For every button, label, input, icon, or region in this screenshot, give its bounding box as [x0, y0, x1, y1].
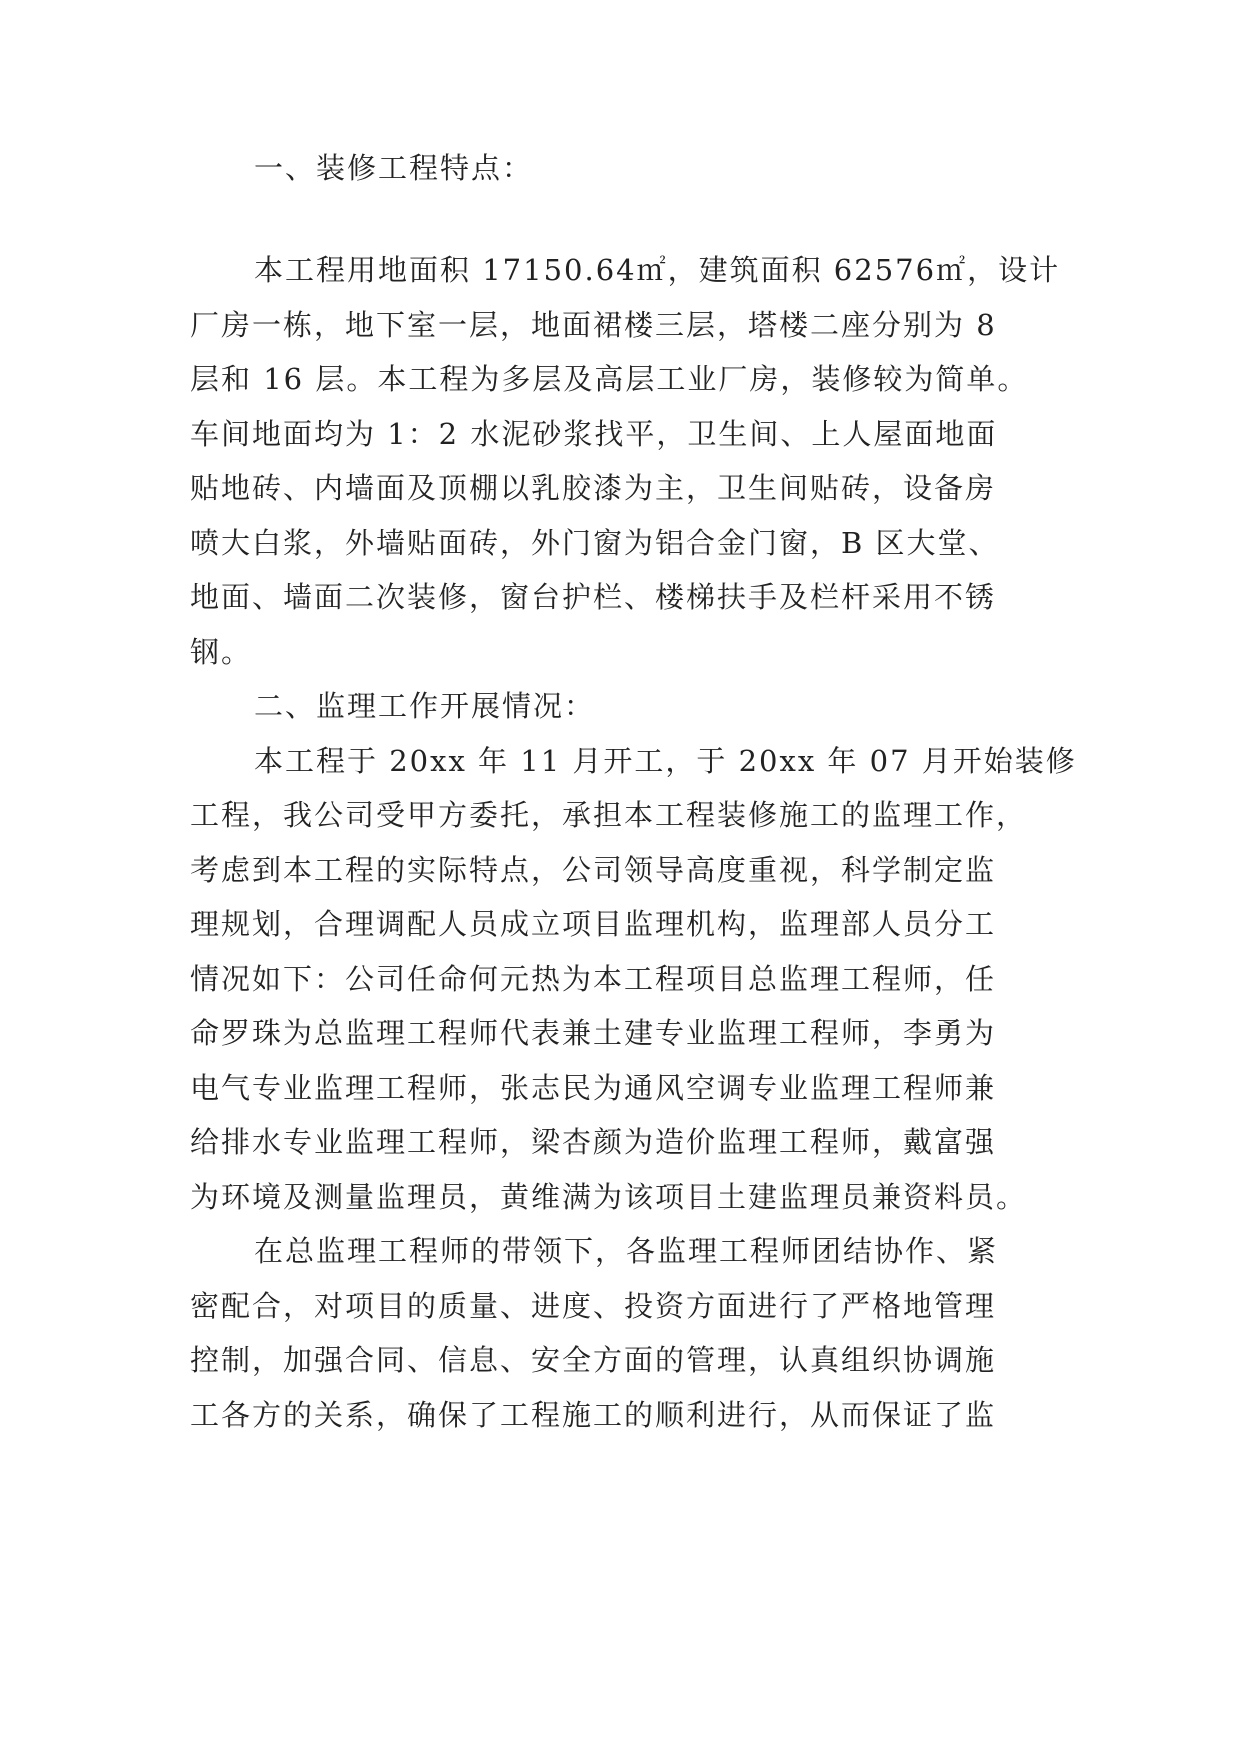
- paragraph-line: 电气专业监理工程师，张志民为通风空调专业监理工程师兼: [190, 1071, 997, 1105]
- paragraph-line: 工各方的关系，确保了工程施工的顺利进行，从而保证了监: [190, 1398, 997, 1432]
- paragraph-line: 工程，我公司受甲方委托，承担本工程装修施工的监理工作，: [190, 798, 1028, 832]
- paragraph-line: 控制，加强合同、信息、安全方面的管理，认真组织协调施: [190, 1343, 997, 1377]
- paragraph-line: 地面、墙面二次装修，窗台护栏、楼梯扶手及栏杆采用不锈: [190, 580, 997, 614]
- paragraph-line: 理规划，合理调配人员成立项目监理机构，监理部人员分工: [190, 907, 997, 941]
- paragraph-line: 命罗珠为总监理工程师代表兼土建专业监理工程师，李勇为: [190, 1016, 997, 1050]
- paragraph-line: 本工程于 20xx 年 11 月开工，于 20xx 年 07 月开始装修: [254, 744, 1077, 778]
- paragraph-line: 情况如下：公司任命何元热为本工程项目总监理工程师，任: [190, 962, 997, 996]
- section-heading-2: 二、监理工作开展情况：: [254, 689, 596, 723]
- paragraph-line: 给排水专业监理工程师，梁杏颜为造价监理工程师，戴富强: [190, 1125, 997, 1159]
- paragraph-line: 考虑到本工程的实际特点，公司领导高度重视，科学制定监: [190, 853, 997, 887]
- paragraph-line: 为环境及测量监理员，黄维满为该项目土建监理员兼资料员。: [190, 1180, 1028, 1214]
- paragraph-line: 喷大白浆，外墙贴面砖，外门窗为铝合金门窗，B 区大堂、: [190, 526, 1000, 560]
- paragraph-line: 层和 16 层。本工程为多层及高层工业厂房，装修较为简单。: [190, 362, 1029, 396]
- paragraph-line: 本工程用地面积 17150.64㎡，建筑面积 62576㎡，设计: [254, 253, 1061, 287]
- paragraph-line: 钢。: [190, 635, 253, 669]
- paragraph-line: 车间地面均为 1：2 水泥砂浆找平，卫生间、上人屋面地面: [190, 417, 998, 451]
- paragraph-line: 在总监理工程师的带领下，各监理工程师团结协作、紧: [254, 1234, 999, 1268]
- paragraph-line: 贴地砖、内墙面及顶棚以乳胶漆为主，卫生间贴砖，设备房: [190, 471, 997, 505]
- section-heading-1: 一、装修工程特点：: [254, 151, 534, 185]
- paragraph-line: 厂房一栋，地下室一层，地面裙楼三层，塔楼二座分别为 8: [190, 308, 997, 342]
- paragraph-line: 密配合，对项目的质量、进度、投资方面进行了严格地管理: [190, 1289, 997, 1323]
